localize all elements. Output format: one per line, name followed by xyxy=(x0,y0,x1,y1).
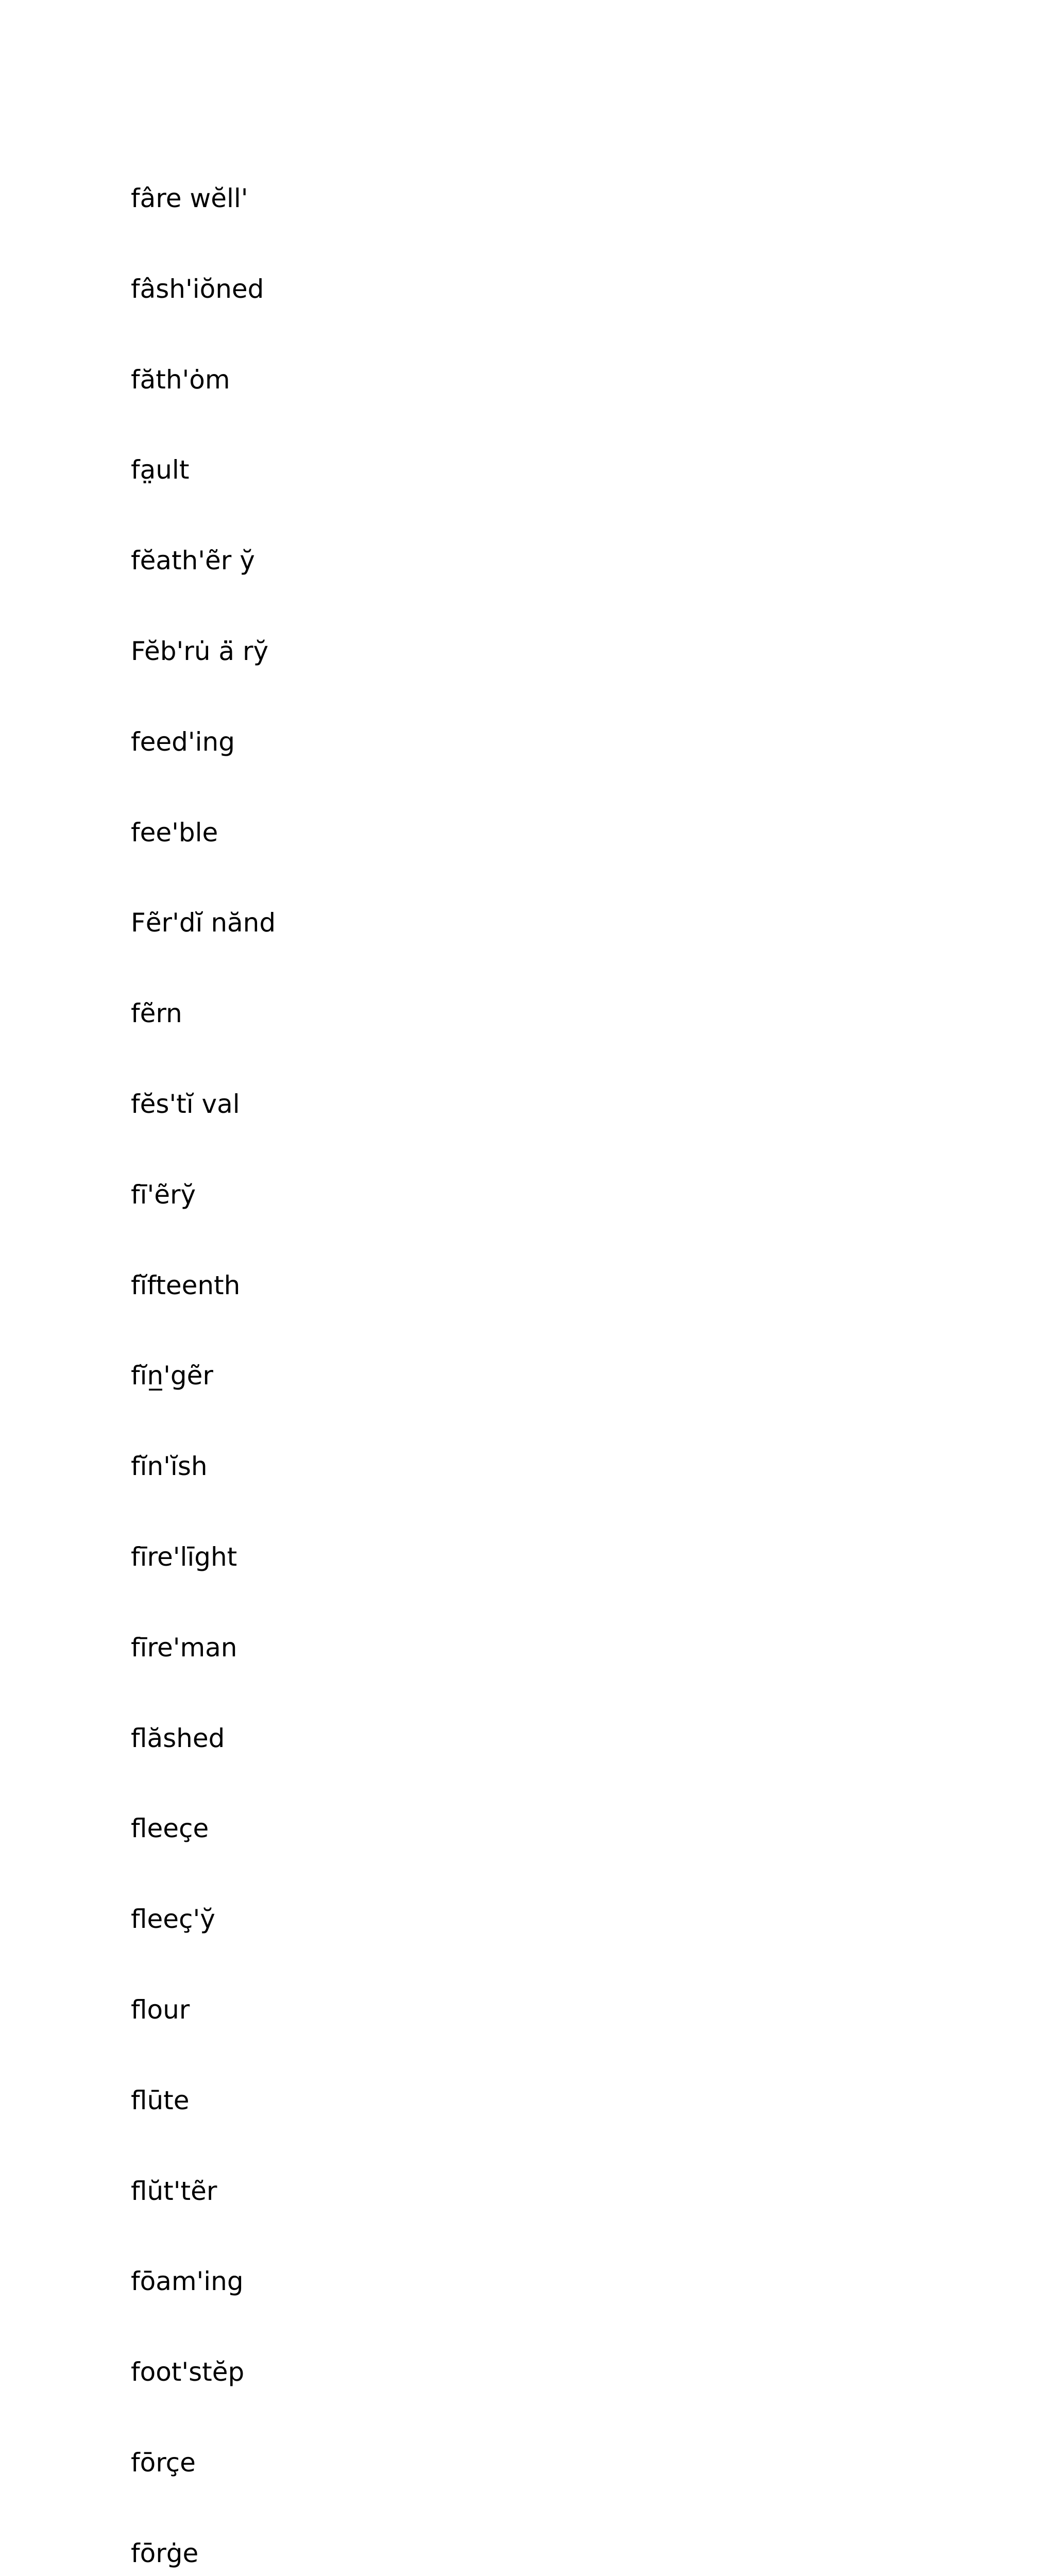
word-entry: fâre wĕll' xyxy=(131,183,248,213)
word-entry: fīre'līght xyxy=(131,1541,237,1572)
word-entry: flūte xyxy=(131,2085,190,2115)
word-entry: foot'stĕp xyxy=(131,2357,245,2387)
word-entry: fẽrn xyxy=(131,998,182,1029)
word-entry: Fẽr'dĭ nănd xyxy=(131,908,276,938)
word-entry: fĭfteenth xyxy=(131,1270,241,1300)
word-list xyxy=(131,124,276,2576)
word-entry: fâsh'i̇ŏned xyxy=(131,274,264,304)
word-entry: fōrġe xyxy=(131,2538,199,2568)
word-entry: feed'ing xyxy=(131,726,235,757)
word-entry: fa̤ult xyxy=(131,455,190,485)
word-entry: fleeçe xyxy=(131,1814,209,1844)
word-entry: făth'ȯm xyxy=(131,364,230,395)
word-entry: fee'ble xyxy=(131,817,218,848)
word-entry: flŭt'tẽr xyxy=(131,2176,217,2206)
word-entry: fleeç'y̆ xyxy=(131,1904,215,1935)
word-entry: fĕath'ẽr y̆ xyxy=(131,546,255,576)
word-entry: fĕs'tĭ val xyxy=(131,1089,240,1119)
word-entry: Fĕb'ru̇ ȧ̈ ry̆ xyxy=(131,636,269,666)
word-entry: fī'ẽry̆ xyxy=(131,1179,196,1210)
word-entry: flăshed xyxy=(131,1723,225,1753)
word-entry: flour xyxy=(131,1994,190,2025)
word-entry: fĭn̲'gẽr xyxy=(131,1361,213,1391)
word-entry: fōrçe xyxy=(131,2447,196,2478)
word-entry: fōam'ing xyxy=(131,2266,244,2297)
word-entry: fīre'man xyxy=(131,1632,237,1663)
word-entry: fĭn'ĭsh xyxy=(131,1451,208,1482)
